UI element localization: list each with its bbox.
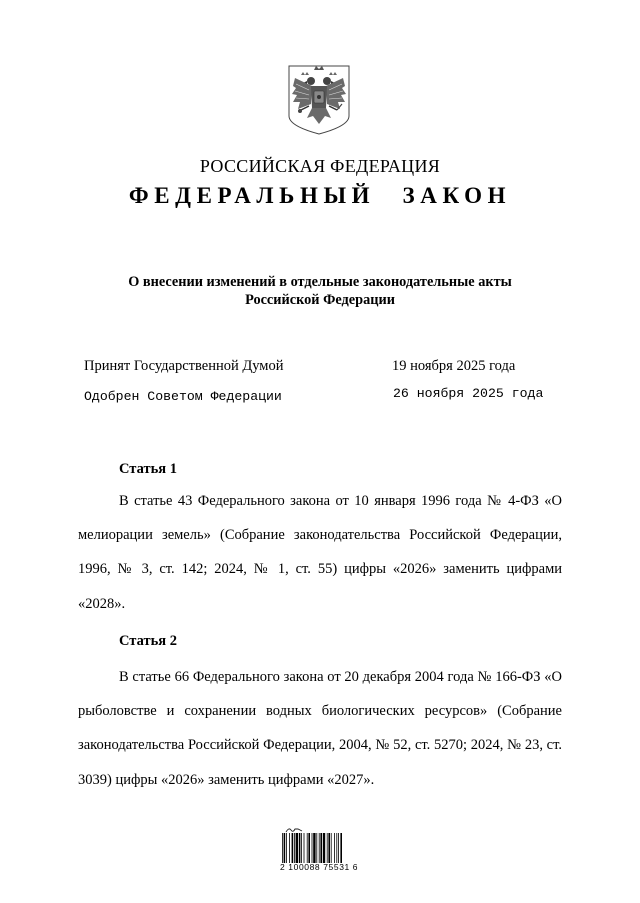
law-subject-title [60,273,580,309]
country-name: РОССИЙСКАЯ ФЕДЕРАЦИЯ [199,156,441,176]
duma-adoption-date: 19 ноября 2025 года [392,358,516,374]
law-subject-line: О внесении изменений в отдельные законодательные акты [128,274,512,290]
council-approval-date: 26 ноября 2025 года [393,386,544,401]
council-approval-label: Одобрен Советом Федерации [84,389,282,404]
article-1-text: В статье 43 Федерального закона от 10 января 1996 года № 4-ФЗ «О мелиорации земель» (Собрание законодательства Российской Федерации, 1996, № 3, ст. 142; 2024, № 1, ст. 55) цифры «2026» заменить цифрами «2028». [78,493,562,612]
coat-of-arms-icon [287,64,351,136]
article-1-title: Статья 1 [119,461,177,477]
duma-adoption-label: Принят Государственной Думой [84,358,284,374]
barcode-icon [281,833,361,863]
document-type-title: ФЕДЕРАЛЬНЫЙ ЗАКОН [128,183,512,208]
law-subject-line: Российской Федерации [245,292,395,308]
article-2-text: В статье 66 Федерального закона от 20 декабря 2004 года № 166-ФЗ «О рыболовстве и сохранении водных биологических ресурсов» (Собрание законодательства Российской Федерации, 2004, № 52, ст. 5270; 2024, № 23, ст. 3039) цифры «2026» заменить цифрами «2027». [78,669,562,788]
article-2-title: Статья 2 [119,633,177,649]
barcode-number: 2 100088 75531 6 [280,862,359,872]
